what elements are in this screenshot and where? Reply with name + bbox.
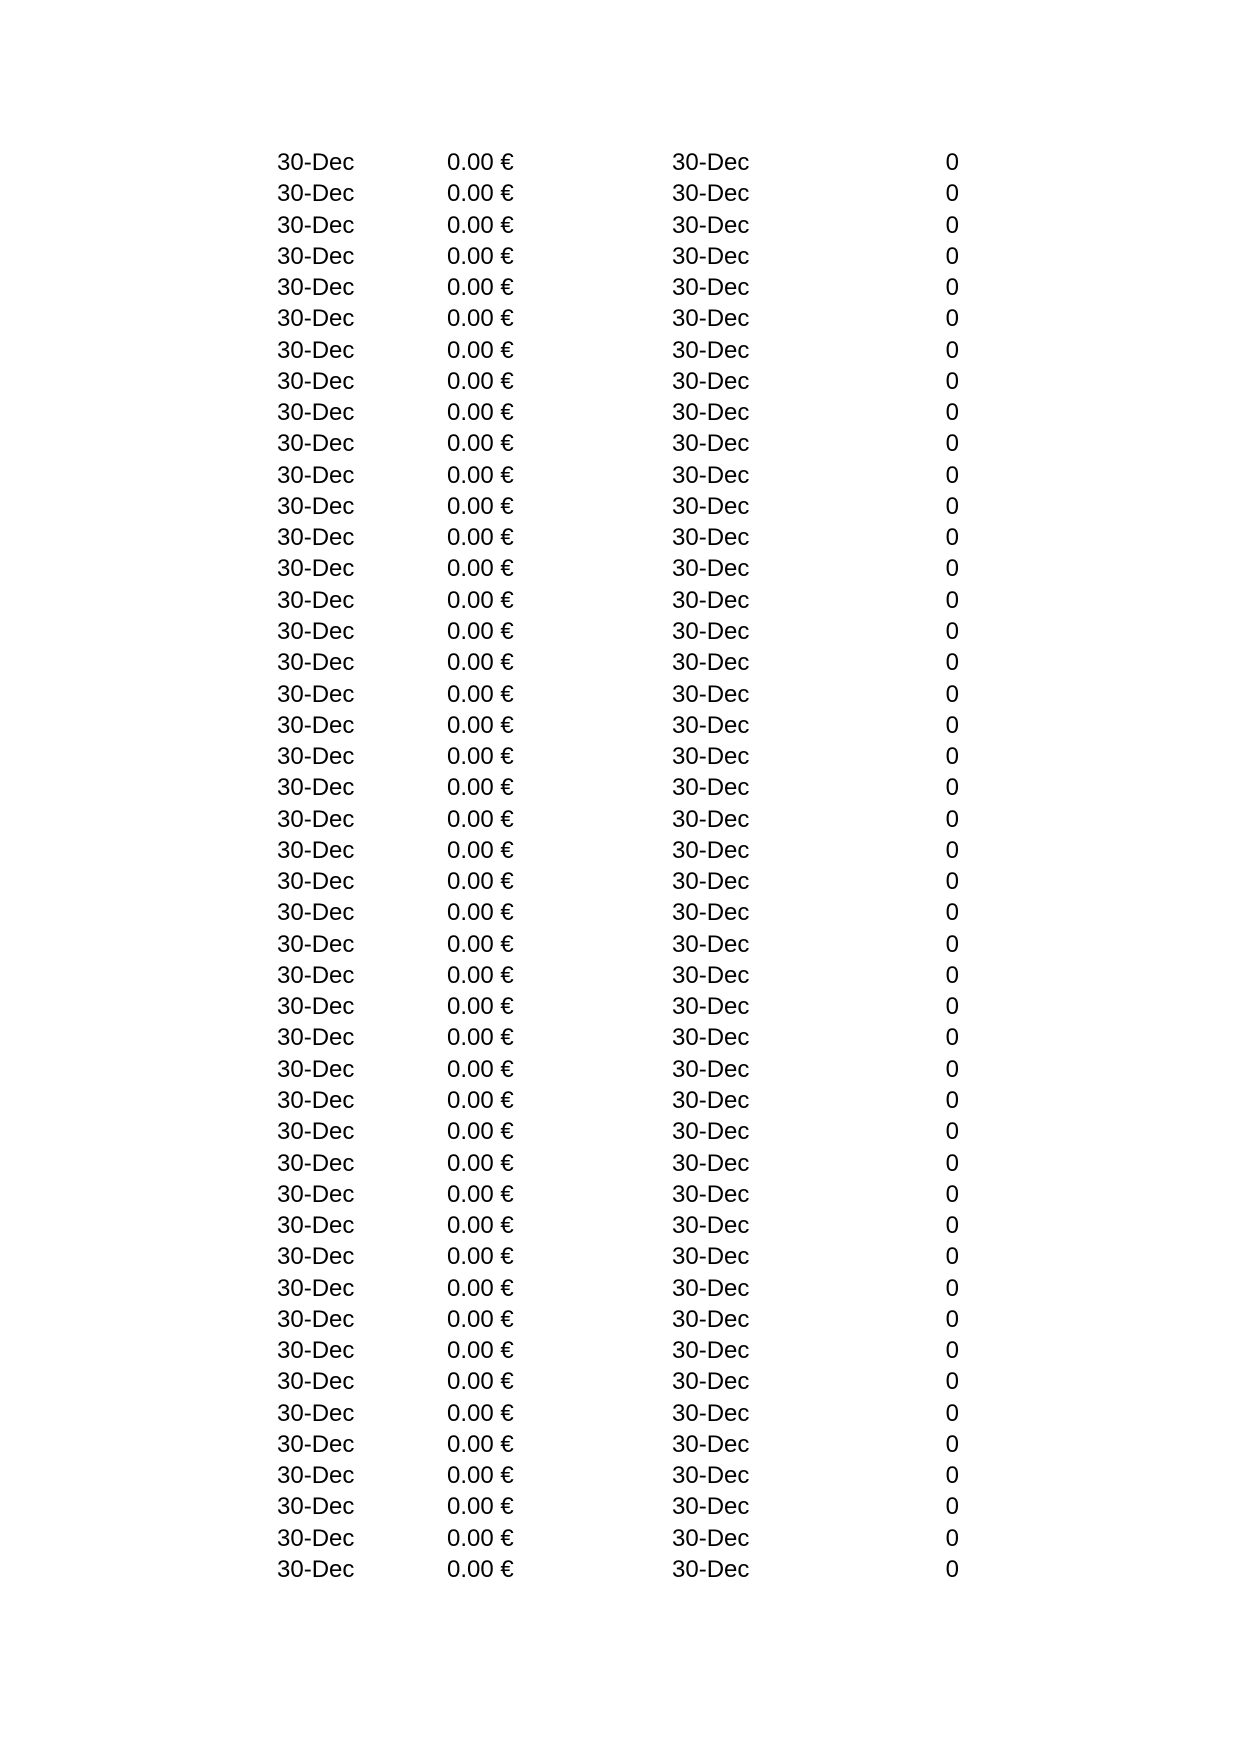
- date-b-cell: 30-Dec: [672, 1493, 750, 1521]
- date-a-cell: 30-Dec: [277, 617, 355, 645]
- date-a-cell: 30-Dec: [277, 1274, 355, 1302]
- count-cell: 0: [945, 711, 959, 739]
- count-cell: 0: [945, 180, 959, 208]
- amount-cell: 0.00 €: [447, 868, 514, 896]
- amount-cell: 0.00 €: [447, 1555, 514, 1583]
- table-row: [0, 1460, 1241, 1491]
- amount-cell: 0.00 €: [447, 305, 514, 333]
- amount-cell: 0.00 €: [447, 743, 514, 771]
- count-cell: 0: [945, 805, 959, 833]
- date-a-cell: 30-Dec: [277, 649, 355, 677]
- amount-cell: 0.00 €: [447, 1212, 514, 1240]
- date-a-cell: 30-Dec: [277, 1118, 355, 1146]
- date-b-cell: 30-Dec: [672, 305, 750, 333]
- count-cell: 0: [945, 899, 959, 927]
- table-row: [0, 1398, 1241, 1429]
- amount-cell: 0.00 €: [447, 1337, 514, 1365]
- date-b-cell: 30-Dec: [672, 1243, 750, 1271]
- amount-cell: 0.00 €: [447, 149, 514, 176]
- table-row: [0, 804, 1241, 835]
- date-a-cell: 30-Dec: [277, 1337, 355, 1365]
- date-a-cell: 30-Dec: [277, 1180, 355, 1208]
- date-a-cell: 30-Dec: [277, 774, 355, 802]
- date-b-cell: 30-Dec: [672, 1368, 750, 1396]
- date-b-cell: 30-Dec: [672, 1337, 750, 1365]
- date-b-cell: 30-Dec: [672, 586, 750, 614]
- date-a-cell: 30-Dec: [277, 680, 355, 708]
- table-row: [0, 553, 1241, 584]
- count-cell: 0: [945, 1274, 959, 1302]
- table-row: [0, 272, 1241, 303]
- table-row: [0, 960, 1241, 991]
- table-row: [0, 1429, 1241, 1460]
- count-cell: 0: [945, 430, 959, 458]
- date-a-cell: 30-Dec: [277, 1055, 355, 1083]
- table-row: [0, 210, 1241, 241]
- amount-cell: 0.00 €: [447, 1149, 514, 1177]
- table-row: [0, 1179, 1241, 1210]
- amount-cell: 0.00 €: [447, 1243, 514, 1271]
- count-cell: 0: [945, 336, 959, 364]
- table-row: [0, 1523, 1241, 1554]
- date-a-cell: 30-Dec: [277, 1524, 355, 1552]
- date-b-cell: 30-Dec: [672, 774, 750, 802]
- amount-cell: 0.00 €: [447, 1118, 514, 1146]
- table-row: [0, 1273, 1241, 1304]
- date-a-cell: 30-Dec: [277, 1368, 355, 1396]
- count-cell: 0: [945, 242, 959, 270]
- table-row: [0, 1022, 1241, 1053]
- date-a-cell: 30-Dec: [277, 274, 355, 302]
- date-b-cell: 30-Dec: [672, 1430, 750, 1458]
- count-cell: 0: [945, 149, 959, 176]
- date-a-cell: 30-Dec: [277, 1493, 355, 1521]
- date-a-cell: 30-Dec: [277, 461, 355, 489]
- count-cell: 0: [945, 868, 959, 896]
- table-row: [0, 647, 1241, 678]
- amount-cell: 0.00 €: [447, 711, 514, 739]
- table-row: [0, 366, 1241, 397]
- count-cell: 0: [945, 305, 959, 333]
- amount-cell: 0.00 €: [447, 836, 514, 864]
- table-row: [0, 303, 1241, 334]
- count-cell: 0: [945, 367, 959, 395]
- date-b-cell: 30-Dec: [672, 961, 750, 989]
- table-row: [0, 679, 1241, 710]
- count-cell: 0: [945, 399, 959, 427]
- count-cell: 0: [945, 680, 959, 708]
- amount-cell: 0.00 €: [447, 680, 514, 708]
- table-row: [0, 1148, 1241, 1179]
- table-row: [0, 897, 1241, 928]
- date-a-cell: 30-Dec: [277, 336, 355, 364]
- amount-cell: 0.00 €: [447, 1305, 514, 1333]
- date-b-cell: 30-Dec: [672, 868, 750, 896]
- date-b-cell: 30-Dec: [672, 836, 750, 864]
- date-a-cell: 30-Dec: [277, 149, 355, 176]
- amount-cell: 0.00 €: [447, 774, 514, 802]
- table-row: [0, 522, 1241, 553]
- date-b-cell: 30-Dec: [672, 805, 750, 833]
- date-b-cell: 30-Dec: [672, 1274, 750, 1302]
- count-cell: 0: [945, 1493, 959, 1521]
- amount-cell: 0.00 €: [447, 555, 514, 583]
- date-a-cell: 30-Dec: [277, 993, 355, 1021]
- date-b-cell: 30-Dec: [672, 1055, 750, 1083]
- amount-cell: 0.00 €: [447, 1180, 514, 1208]
- date-b-cell: 30-Dec: [672, 680, 750, 708]
- amount-cell: 0.00 €: [447, 649, 514, 677]
- date-a-cell: 30-Dec: [277, 555, 355, 583]
- table-row: [0, 835, 1241, 866]
- date-b-cell: 30-Dec: [672, 1524, 750, 1552]
- amount-cell: 0.00 €: [447, 430, 514, 458]
- date-b-cell: 30-Dec: [672, 1555, 750, 1583]
- table-row: [0, 1366, 1241, 1397]
- amount-cell: 0.00 €: [447, 492, 514, 520]
- count-cell: 0: [945, 274, 959, 302]
- amount-cell: 0.00 €: [447, 993, 514, 1021]
- count-cell: 0: [945, 1305, 959, 1333]
- date-a-cell: 30-Dec: [277, 492, 355, 520]
- table-row: [0, 147, 1241, 178]
- table-row: [0, 460, 1241, 491]
- date-a-cell: 30-Dec: [277, 836, 355, 864]
- table-row: [0, 1554, 1241, 1585]
- amount-cell: 0.00 €: [447, 1274, 514, 1302]
- count-cell: 0: [945, 1555, 959, 1583]
- date-a-cell: 30-Dec: [277, 899, 355, 927]
- table-row: [0, 616, 1241, 647]
- amount-cell: 0.00 €: [447, 617, 514, 645]
- table-row: [0, 1054, 1241, 1085]
- table-row: [0, 772, 1241, 803]
- date-b-cell: 30-Dec: [672, 336, 750, 364]
- date-a-cell: 30-Dec: [277, 805, 355, 833]
- count-cell: 0: [945, 930, 959, 958]
- date-b-cell: 30-Dec: [672, 180, 750, 208]
- count-cell: 0: [945, 961, 959, 989]
- date-a-cell: 30-Dec: [277, 930, 355, 958]
- date-a-cell: 30-Dec: [277, 1086, 355, 1114]
- date-b-cell: 30-Dec: [672, 649, 750, 677]
- amount-cell: 0.00 €: [447, 1024, 514, 1052]
- amount-cell: 0.00 €: [447, 524, 514, 552]
- table-row: [0, 1491, 1241, 1522]
- count-cell: 0: [945, 586, 959, 614]
- table-row: [0, 1335, 1241, 1366]
- date-b-cell: 30-Dec: [672, 555, 750, 583]
- table-row: [0, 1085, 1241, 1116]
- date-b-cell: 30-Dec: [672, 1086, 750, 1114]
- count-cell: 0: [945, 1149, 959, 1177]
- count-cell: 0: [945, 1055, 959, 1083]
- date-b-cell: 30-Dec: [672, 274, 750, 302]
- date-b-cell: 30-Dec: [672, 367, 750, 395]
- date-b-cell: 30-Dec: [672, 1399, 750, 1427]
- date-a-cell: 30-Dec: [277, 711, 355, 739]
- amount-cell: 0.00 €: [447, 961, 514, 989]
- date-b-cell: 30-Dec: [672, 1462, 750, 1490]
- date-a-cell: 30-Dec: [277, 1399, 355, 1427]
- date-b-cell: 30-Dec: [672, 399, 750, 427]
- count-cell: 0: [945, 1399, 959, 1427]
- date-a-cell: 30-Dec: [277, 868, 355, 896]
- count-cell: 0: [945, 1462, 959, 1490]
- date-b-cell: 30-Dec: [672, 743, 750, 771]
- date-b-cell: 30-Dec: [672, 1024, 750, 1052]
- date-b-cell: 30-Dec: [672, 711, 750, 739]
- date-b-cell: 30-Dec: [672, 461, 750, 489]
- count-cell: 0: [945, 617, 959, 645]
- count-cell: 0: [945, 743, 959, 771]
- amount-cell: 0.00 €: [447, 274, 514, 302]
- date-b-cell: 30-Dec: [672, 1212, 750, 1240]
- count-cell: 0: [945, 492, 959, 520]
- table-row: [0, 929, 1241, 960]
- count-cell: 0: [945, 1337, 959, 1365]
- date-a-cell: 30-Dec: [277, 305, 355, 333]
- date-a-cell: 30-Dec: [277, 430, 355, 458]
- date-a-cell: 30-Dec: [277, 1462, 355, 1490]
- date-a-cell: 30-Dec: [277, 1212, 355, 1240]
- count-cell: 0: [945, 1212, 959, 1240]
- date-a-cell: 30-Dec: [277, 180, 355, 208]
- amount-cell: 0.00 €: [447, 805, 514, 833]
- date-b-cell: 30-Dec: [672, 211, 750, 239]
- table-row: [0, 1116, 1241, 1147]
- count-cell: 0: [945, 524, 959, 552]
- date-b-cell: 30-Dec: [672, 930, 750, 958]
- amount-cell: 0.00 €: [447, 461, 514, 489]
- date-a-cell: 30-Dec: [277, 367, 355, 395]
- count-cell: 0: [945, 555, 959, 583]
- date-b-cell: 30-Dec: [672, 149, 750, 176]
- amount-cell: 0.00 €: [447, 399, 514, 427]
- amount-cell: 0.00 €: [447, 1430, 514, 1458]
- date-a-cell: 30-Dec: [277, 1305, 355, 1333]
- table-row: [0, 1241, 1241, 1272]
- count-cell: 0: [945, 461, 959, 489]
- amount-cell: 0.00 €: [447, 367, 514, 395]
- date-a-cell: 30-Dec: [277, 743, 355, 771]
- amount-cell: 0.00 €: [447, 211, 514, 239]
- amount-cell: 0.00 €: [447, 1462, 514, 1490]
- amount-cell: 0.00 €: [447, 180, 514, 208]
- date-a-cell: 30-Dec: [277, 242, 355, 270]
- count-cell: 0: [945, 836, 959, 864]
- table-row: [0, 1304, 1241, 1335]
- date-a-cell: 30-Dec: [277, 586, 355, 614]
- date-a-cell: 30-Dec: [277, 211, 355, 239]
- table-row: [0, 397, 1241, 428]
- amount-cell: 0.00 €: [447, 1368, 514, 1396]
- table-row: [0, 710, 1241, 741]
- table-row: [0, 866, 1241, 897]
- date-b-cell: 30-Dec: [672, 242, 750, 270]
- amount-cell: 0.00 €: [447, 899, 514, 927]
- table-row: [0, 1210, 1241, 1241]
- date-a-cell: 30-Dec: [277, 1555, 355, 1583]
- count-cell: 0: [945, 1024, 959, 1052]
- date-a-cell: 30-Dec: [277, 1149, 355, 1177]
- table-row: [0, 241, 1241, 272]
- table-row: [0, 991, 1241, 1022]
- date-b-cell: 30-Dec: [672, 492, 750, 520]
- date-a-cell: 30-Dec: [277, 961, 355, 989]
- count-cell: 0: [945, 774, 959, 802]
- table-row: [0, 741, 1241, 772]
- count-cell: 0: [945, 1368, 959, 1396]
- table-row: [0, 585, 1241, 616]
- date-b-cell: 30-Dec: [672, 993, 750, 1021]
- count-cell: 0: [945, 1118, 959, 1146]
- amount-cell: 0.00 €: [447, 1524, 514, 1552]
- table-row: [0, 178, 1241, 209]
- date-a-cell: 30-Dec: [277, 1430, 355, 1458]
- amount-cell: 0.00 €: [447, 1055, 514, 1083]
- date-b-cell: 30-Dec: [672, 617, 750, 645]
- date-b-cell: 30-Dec: [672, 1118, 750, 1146]
- count-cell: 0: [945, 993, 959, 1021]
- count-cell: 0: [945, 1524, 959, 1552]
- table-row: [0, 491, 1241, 522]
- date-b-cell: 30-Dec: [672, 899, 750, 927]
- amount-cell: 0.00 €: [447, 1086, 514, 1114]
- count-cell: 0: [945, 1430, 959, 1458]
- amount-cell: 0.00 €: [447, 930, 514, 958]
- count-cell: 0: [945, 1180, 959, 1208]
- date-b-cell: 30-Dec: [672, 430, 750, 458]
- date-a-cell: 30-Dec: [277, 1243, 355, 1271]
- amount-cell: 0.00 €: [447, 336, 514, 364]
- date-b-cell: 30-Dec: [672, 1180, 750, 1208]
- date-a-cell: 30-Dec: [277, 524, 355, 552]
- spreadsheet-page: [0, 147, 1241, 1585]
- date-b-cell: 30-Dec: [672, 1149, 750, 1177]
- date-b-cell: 30-Dec: [672, 1305, 750, 1333]
- table-row: [0, 335, 1241, 366]
- date-b-cell: 30-Dec: [672, 524, 750, 552]
- amount-cell: 0.00 €: [447, 242, 514, 270]
- count-cell: 0: [945, 1086, 959, 1114]
- date-a-cell: 30-Dec: [277, 1024, 355, 1052]
- amount-cell: 0.00 €: [447, 586, 514, 614]
- count-cell: 0: [945, 211, 959, 239]
- table-row: [0, 428, 1241, 459]
- amount-cell: 0.00 €: [447, 1399, 514, 1427]
- amount-cell: 0.00 €: [447, 1493, 514, 1521]
- date-a-cell: 30-Dec: [277, 399, 355, 427]
- count-cell: 0: [945, 649, 959, 677]
- count-cell: 0: [945, 1243, 959, 1271]
